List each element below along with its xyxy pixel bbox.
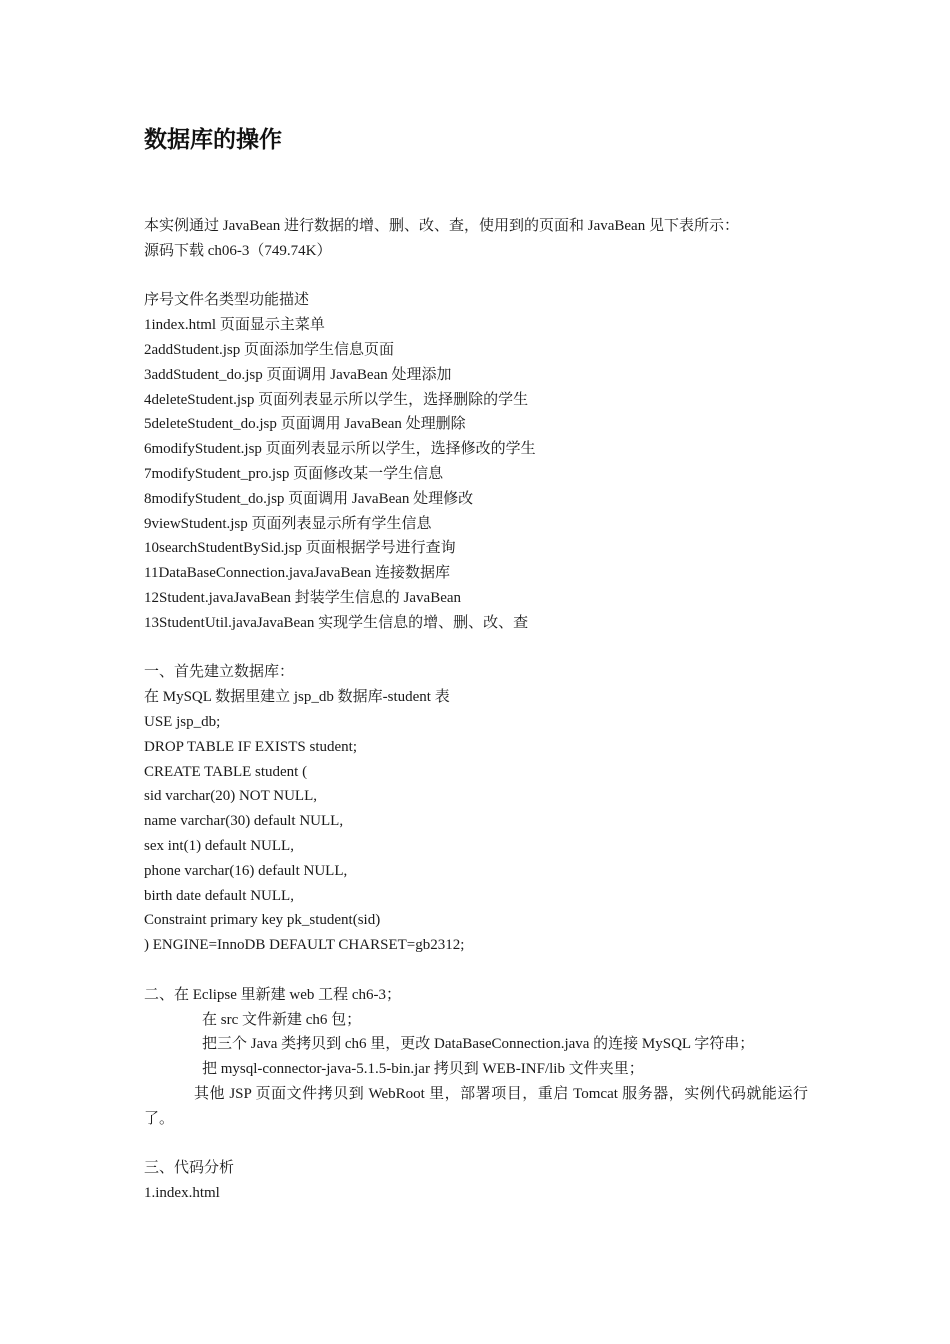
table-row: 13StudentUtil.javaJavaBean 实现学生信息的增、删、改、查 [144,614,529,631]
table-row: 1index.html 页面显示主菜单 [144,317,325,334]
sql-line: birth date default NULL, [144,887,294,904]
table-row: 9viewStudent.jsp 页面列表显示所有学生信息 [144,515,432,532]
sql-line: Constraint primary key pk_student(sid) [144,912,381,929]
page-title: 数据库的操作 [144,127,282,153]
spacer [144,636,808,661]
table-row: 10searchStudentBySid.jsp 页面根据学号进行查询 [144,540,456,557]
table-row: 2addStudent.jsp 页面添加学生信息页面 [144,341,394,358]
table-row: 12Student.javaJavaBean 封装学生信息的 JavaBean [144,589,462,606]
section-description: 在 MySQL 数据里建立 jsp_db 数据库-student 表 [144,689,450,706]
sql-line: USE jsp_db; [144,713,221,730]
final-step-paragraph: 其他 JSP 页面文件拷贝到 WebRoot 里，部署项目，重启 Tomcat 服务器，实例代码就能运行了。 [144,1085,808,1127]
sql-line: name varchar(30) default NULL, [144,813,344,830]
table-row: 3addStudent_do.jsp 页面调用 JavaBean 处理添加 [144,366,452,383]
source-download-text: 源码下载 ch06-3（749.74K） [144,242,332,259]
section-heading: 一、首先建立数据库： [144,664,295,681]
sql-line: CREATE TABLE student ( [144,763,308,780]
table-header: 序号文件名类型功能描述 [144,292,310,309]
document-body [144,214,808,1206]
table-row: 5deleteStudent_do.jsp 页面调用 JavaBean 处理删除 [144,416,466,433]
code-file-heading: 1.index.html [144,1185,220,1202]
spacer [144,264,808,289]
sql-line: DROP TABLE IF EXISTS student; [144,738,357,755]
step-line: 在 src 文件新建 ch6 包； [202,1011,362,1028]
table-row: 7modifyStudent_pro.jsp 页面修改某一学生信息 [144,465,444,482]
table-row: 6modifyStudent.jsp 页面列表显示所以学生，选择修改的学生 [144,441,536,458]
table-row: 4deleteStudent.jsp 页面列表显示所以学生，选择删除的学生 [144,391,529,408]
sql-line: sid varchar(20) NOT NULL, [144,788,318,805]
step-line: 把三个 Java 类拷贝到 ch6 里，更改 DataBaseConnection.java 的连接 MySQL 字符串； [202,1036,755,1053]
table-row: 8modifyStudent_do.jsp 页面调用 JavaBean 处理修改 [144,490,474,507]
spacer [144,958,808,983]
sql-line: phone varchar(16) default NULL, [144,862,348,879]
section-heading: 二、在 Eclipse 里新建 web 工程 ch6-3； [144,986,402,1003]
table-row: 11DataBaseConnection.javaJavaBean 连接数据库 [144,565,451,582]
section-heading: 三、代码分析 [144,1160,235,1177]
intro-line: 本实例通过 JavaBean 进行数据的增、删、改、查，使用到的页面和 JavaBean 见下表所示： [144,218,739,234]
spacer [144,1131,808,1156]
sql-line: ) ENGINE=InnoDB DEFAULT CHARSET=gb2312; [144,937,465,954]
step-line: 把 mysql-connector-java-5.1.5-bin.jar 拷贝到 WEB-INF/lib 文件夹里； [202,1061,644,1078]
sql-line: sex int(1) default NULL, [144,837,294,854]
